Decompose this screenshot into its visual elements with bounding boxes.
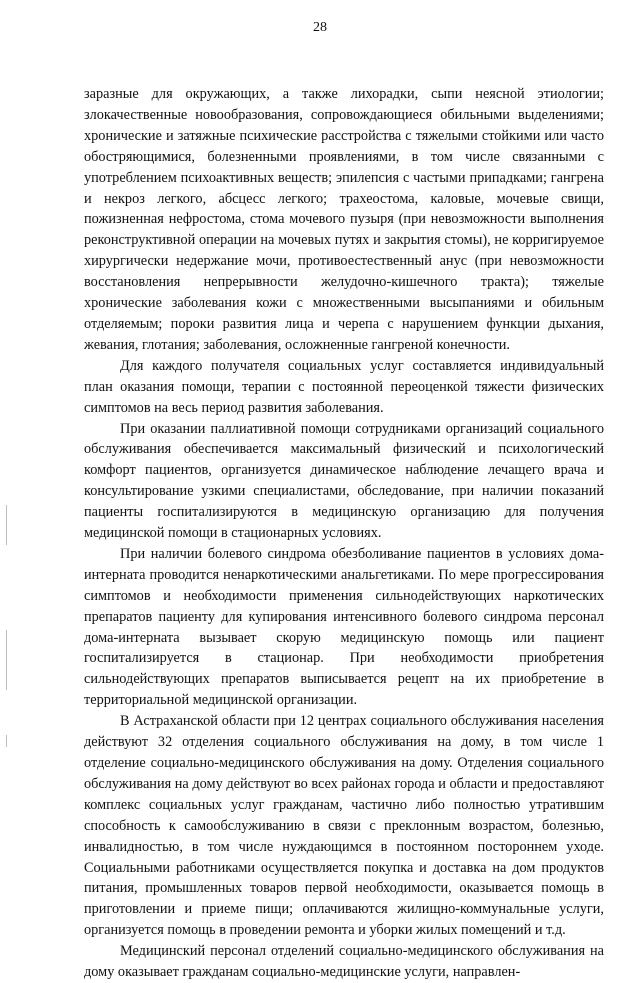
scan-margin-mark: [6, 630, 7, 690]
paragraph-medical-staff: Медицинский персонал отделений социально-медицинского обслуживания на дому оказывает гражданам социально-медицинские услуги, направлен-: [84, 943, 604, 981]
paragraph-palliative-care: При оказании паллиативной помощи сотрудниками организаций социального обслуживания обеспечивается максимальный физический и психологический комфорт пациентов, организуется динамическое наблюдение лечащего врача и консультирование узкими специалистами, обследование, при наличии показаний пациенты госпитализируются в медицинскую организацию для получения медицинской помощи в стационарных условиях.: [84, 420, 604, 542]
paragraph-individual-care-plan: Для каждого получателя социальных услуг составляется индивидуальный план оказания помощи, терапии с постоянной переоценкой тяжести физических симптомов на весь период развития заболевания.: [84, 357, 604, 416]
paragraph-pain-management: При наличии болевого синдрома обезболивание пациентов в условиях дома-интерната проводится ненаркотическими анальгетиками. По мере прогрессирования симптомов и необходимости применения сильнодействующих наркотических препаратов пациенту для купирования интенсивного болевого синдрома персонал дома-интерната вызывает скорую медицинскую помощь или пациент госпитализируется в стационар. При необходимости приобретения сильнодействующих препаратов выписывается рецепт на их приобретение в территориальной медицинской организации.: [84, 545, 604, 709]
paragraph-contraindications-list: заразные для окружающих, а также лихорадки, сыпи неясной этиологии; злокачественные новообразования, сопровождающиеся обильными выделениями; хронические и затяжные психические расстройства с тяжелыми стойкими или часто обостряющимися, болезненными проявлениями, в том числе связанными с употреблением психоактивных веществ; эпилепсия с частыми припадками; гангрена и некроз легкого, абсцесс легкого; трахеостома, каловые, мочевые свищи, пожизненная нефростома, стома мочевого пузыря (при невозможности выполнения реконструктивной операции на мочевых путях и закрытия стомы), не корригируемое хирургически недержание мочи, противоестественный анус (при невозможности восстановления непрерывности желудочно-кишечного тракта); тяжелые хронические заболевания кожи с множественными высыпаниями и обильным отделяемым; пороки развития лица и черепа с нарушением функции дыхания, жевания, глотания; заболевания, осложненные гангреной конечности.: [84, 86, 604, 353]
scan-margin-mark: [6, 505, 7, 545]
scan-margin-mark: [6, 735, 7, 747]
paragraph-home-service-departments: В Астраханской области при 12 центрах социального обслуживания населения действуют 32 отделения социального обслуживания на дому, в том числе 1 отделение социально-медицинского обслуживания на дому. Отделения социального обслуживания на дому действуют во всех районах города и области и предоставляют комплекс социальных услуг гражданам, частично либо полностью утратившим способность к самообслуживанию в связи с преклонным возрастом, болезнью, инвалидностью, в том числе нуждающимся в постоянном постороннем уходе. Социальными работниками осуществляется покупка и доставка на дом продуктов питания, промышленных товаров первой необходимости, оказывается помощь в приготовлении и приеме пищи; оплачиваются жилищно-коммунальные услуги, организуется помощь в проведении ремонта и уборки жилых помещений и т.д.: [84, 713, 604, 939]
document-body: [84, 84, 604, 983]
page-number: 28: [313, 20, 327, 35]
